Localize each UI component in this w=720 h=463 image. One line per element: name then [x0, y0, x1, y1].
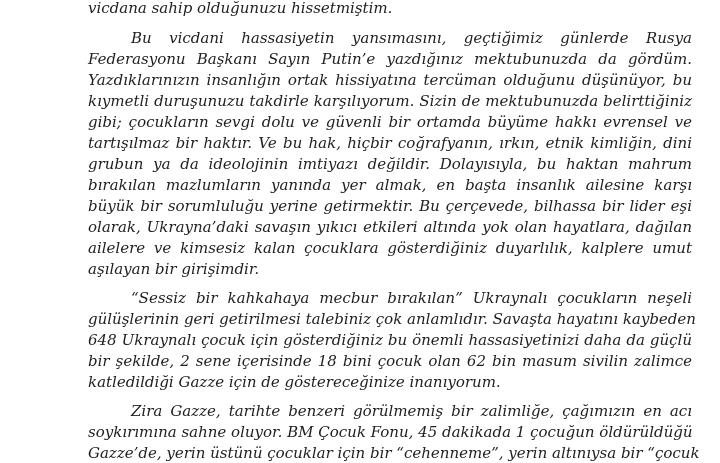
text-line: grubun ya da ideolojinin imtiyazı değildir. Dolayısıyla, bu haktan mahrum [88, 155, 692, 173]
text-line: vicdana sahip olduğunuzu hissetmiştim. [88, 0, 393, 17]
text-line: gibi; çocukların sevgi dolu ve güvenli bir ortamda büyüme hakkı evrensel ve [88, 113, 692, 131]
text-line: 648 Ukraynalı çocuk için gösterdiğiniz bu önemli hassasiyetinizi daha da güçlü [88, 331, 692, 349]
text-line: katledildiği Gazze için de göstereceğinize inanıyorum. [88, 373, 501, 391]
text-line: tartışılmaz bir haktır. Ve bu hak, hiçbir coğrafyanın, ırkın, etnik kimliğin, dini [88, 134, 692, 152]
text-line: Bu vicdani hassasiyetin yansımasını, geçtiğimiz günlerde Rusya [131, 29, 692, 47]
text-line: bir şekilde, 2 sene içerisinde 18 bini çocuk olan 62 bin masum sivilin zalimce [88, 352, 692, 370]
text-line: “Sessiz bir kahkahaya mecbur bırakılan” Ukraynalı çocukların neşeli [131, 289, 692, 307]
text-line: Gazze’de, yerin üstünü çocuklar için bir “cehenneme”, yerin altınıysa bir “çocuk [88, 444, 700, 462]
text-line: bırakılan mazlumların yanında yer almak, en başta insanlık ailesine karşı [88, 176, 692, 194]
text-line: Federasyonu Başkanı Sayın Putin’e yazdığınız mektubunuzda da gördüm. [88, 50, 692, 68]
text-line: gülüşlerinin geri getirilmesi talebiniz çok anlamlıdır. Savaşta hayatını kaybeden [88, 310, 696, 328]
text-line: büyük bir sorumluluğu yerine getirmektir. Bu çerçevede, bilhassa bir lider eşi [88, 197, 692, 215]
text-line: soykırımına sahne oluyor. BM Çocuk Fonu, 45 dakikada 1 çocuğun öldürüldüğü [88, 423, 693, 441]
text-line: aşılayan bir girişimdir. [88, 260, 260, 278]
text-line: Zira Gazze, tarihte benzeri görülmemiş bir zalimliğe, çağımızın en acı [131, 402, 692, 420]
text-line: kıymetli duruşunuzu takdirle karşılıyorum. Sizin de mektubunuzda belirttiğiniz [88, 92, 692, 110]
text-line: olarak, Ukrayna’daki savaşın yıkıcı etkileri altında yok olan hayatlara, dağılan [88, 218, 692, 236]
text-line: ailelere ve kimsesiz kalan çocuklara gösterdiğiniz duyarlılık, kalplere umut [88, 239, 692, 257]
text-line: Yazdıklarınızın insanlığın ortak hissiyatına tercüman olduğunu düşünüyor, bu [88, 71, 692, 89]
